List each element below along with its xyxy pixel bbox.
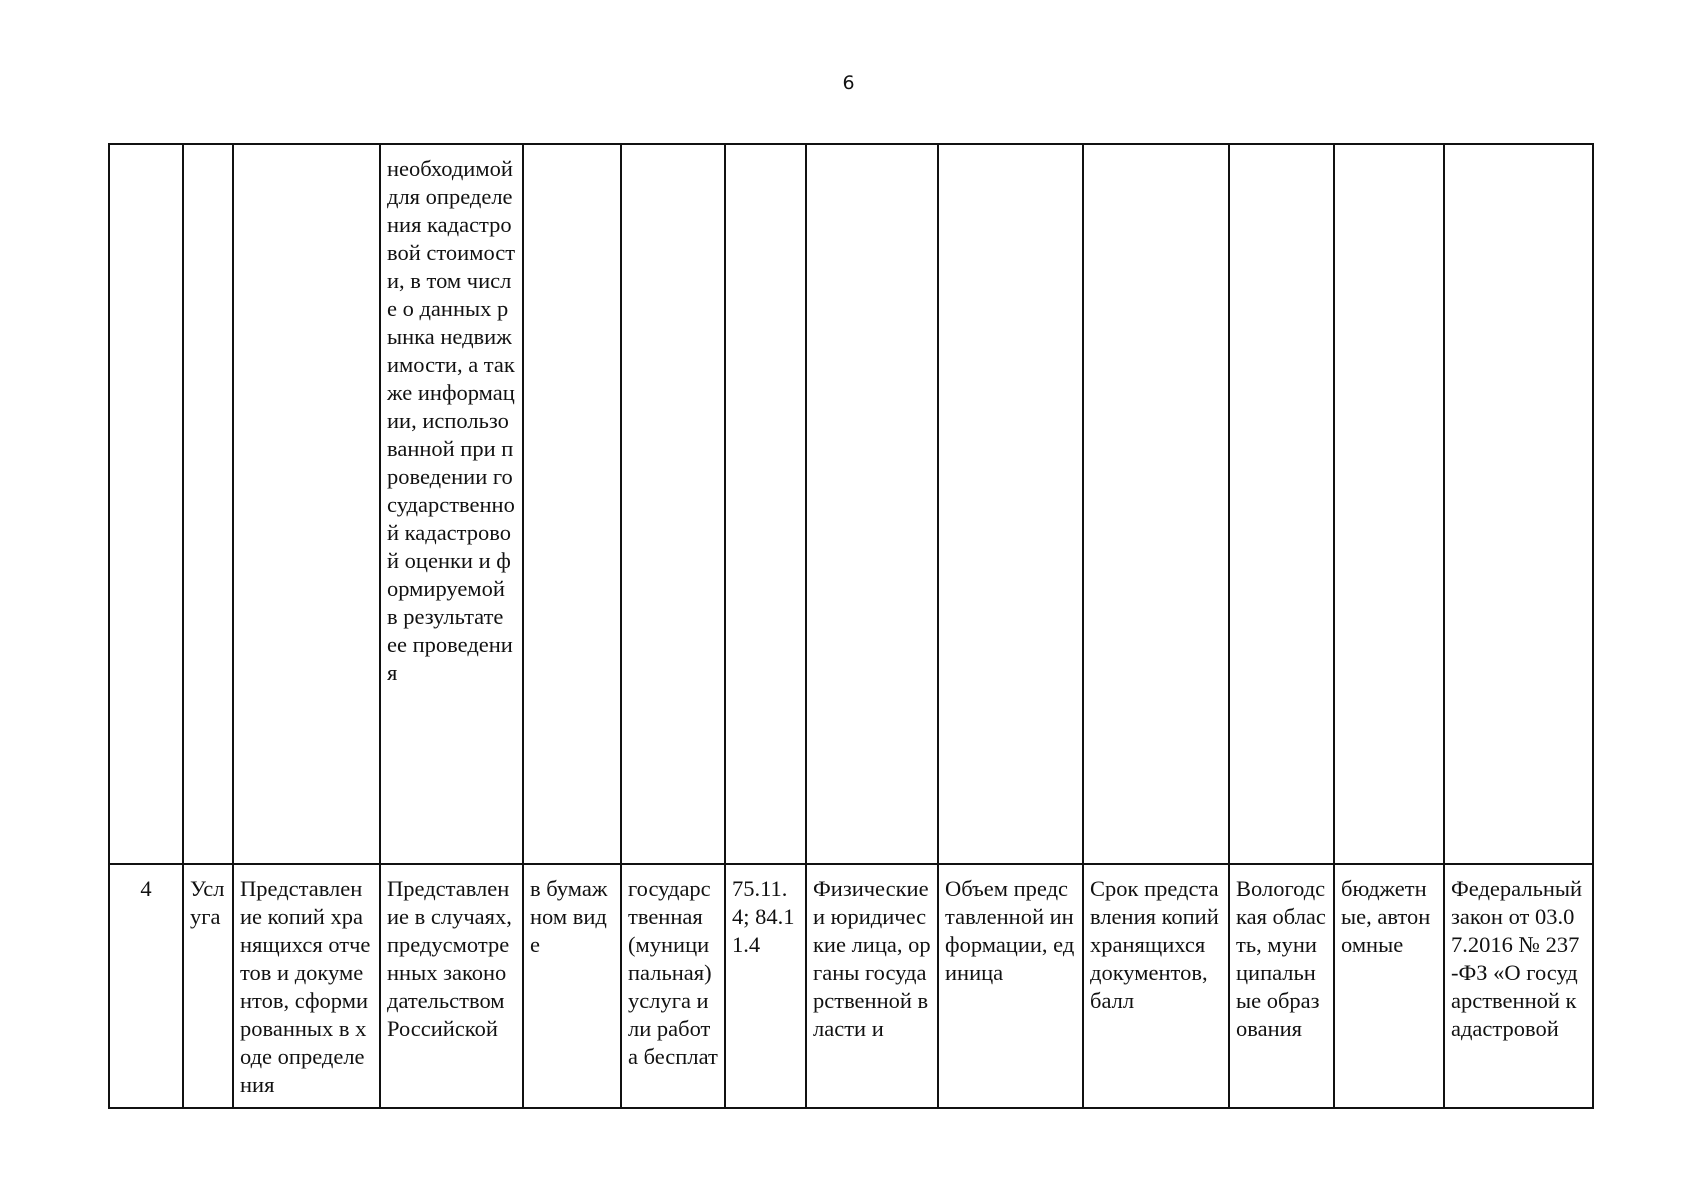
cell-row-number: 4	[109, 864, 183, 1108]
table-row-4	[109, 864, 1593, 1108]
services-table	[108, 143, 1594, 1109]
cell-empty	[1334, 144, 1444, 864]
cell-service-content: Представление в случаях, предусмотренных законодательством Российской	[380, 864, 523, 1108]
cell-empty	[233, 144, 380, 864]
cell-empty	[1083, 144, 1229, 864]
cell-type: Услуга	[183, 864, 233, 1108]
cell-kind: государственная (муниципальная) услуга или работа бесплат	[621, 864, 725, 1108]
cell-content-continuation: необходимой для определения кадастровой стоимости, в том числе о данных рынка недвижимости, а также информации, использованной при проведении государственной кадастровой оценки и формируемой в результате ее проведения	[380, 144, 523, 864]
cell-empty	[523, 144, 621, 864]
page-number: 6	[842, 72, 855, 94]
cell-legal-basis: Федеральный закон от 03.07.2016 № 237-ФЗ «О государственной кадастровой	[1444, 864, 1593, 1108]
cell-empty	[183, 144, 233, 864]
cell-okved: 75.11.4; 84.11.4	[725, 864, 806, 1108]
cell-empty	[109, 144, 183, 864]
cell-institution-types: бюджетные, автономные	[1334, 864, 1444, 1108]
cell-empty	[1444, 144, 1593, 864]
table-row-continuation	[109, 144, 1593, 864]
cell-empty	[1229, 144, 1334, 864]
cell-indicator-volume: Объем представленной информации, единица	[938, 864, 1083, 1108]
cell-empty	[806, 144, 938, 864]
cell-consumers: Физические и юридические лица, органы государственной власти и	[806, 864, 938, 1108]
cell-service-name: Представление копий хранящихся отчетов и документов, сформированных в ходе определения	[233, 864, 380, 1108]
cell-form: в бумажном виде	[523, 864, 621, 1108]
cell-empty	[938, 144, 1083, 864]
cell-indicator-quality: Срок представления копий хранящихся документов, балл	[1083, 864, 1229, 1108]
cell-empty	[725, 144, 806, 864]
cell-territory: Вологодская область, муниципальные образования	[1229, 864, 1334, 1108]
cell-empty	[621, 144, 725, 864]
